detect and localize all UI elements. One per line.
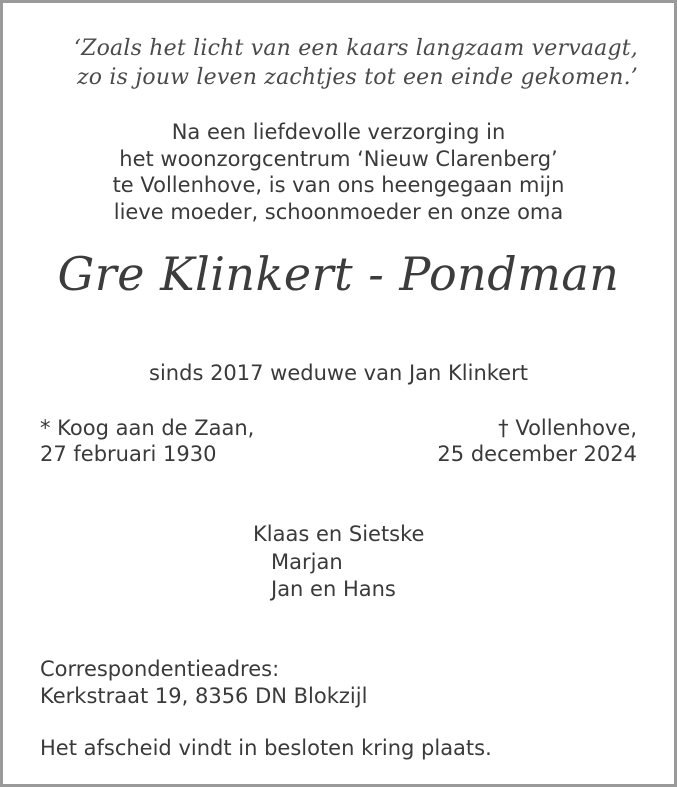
intro-line-1: Na een liefdevolle verzorging in [171, 120, 506, 144]
family-list [253, 521, 424, 604]
death-place: † Vollenhove, [498, 416, 637, 440]
funeral-note: Het afscheid vindt in besloten kring plaats. [40, 736, 492, 760]
death-date: 25 december 2024 [437, 442, 637, 466]
intro-line-3: te Vollenhove, is van ons heengegaan mijn [112, 173, 565, 197]
death-info [437, 415, 637, 467]
family-member: Klaas en Sietske [253, 522, 425, 546]
intro-line-2: het woonzorgcentrum ‘Nieuw Clarenberg’ [119, 146, 558, 171]
birth-info [40, 415, 254, 467]
birth-place: * Koog aan de Zaan, [40, 416, 255, 440]
correspondence-label: Correspondentieadres: [40, 657, 280, 681]
correspondence-block [40, 656, 367, 710]
deceased-name: Gre Klinkert - Pondman [57, 247, 620, 301]
quote-line-2: zo is jouw leven zachtjes tot een einde gekomen.’ [77, 65, 638, 90]
birth-date: 27 februari 1930 [40, 442, 217, 466]
correspondence-address: Kerkstraat 19, 8356 DN Blokzijl [40, 684, 368, 708]
family-member: Jan en Hans [271, 577, 396, 601]
family-member: Marjan [271, 549, 343, 574]
widow-line: sinds 2017 weduwe van Jan Klinkert [149, 361, 528, 385]
quote-line-1: ‘Zoals het licht van een kaars langzaam vervaagt, [73, 36, 638, 61]
intro-line-4: lieve moeder, schoonmoeder en onze oma [113, 199, 564, 224]
intro-text [3, 119, 674, 225]
